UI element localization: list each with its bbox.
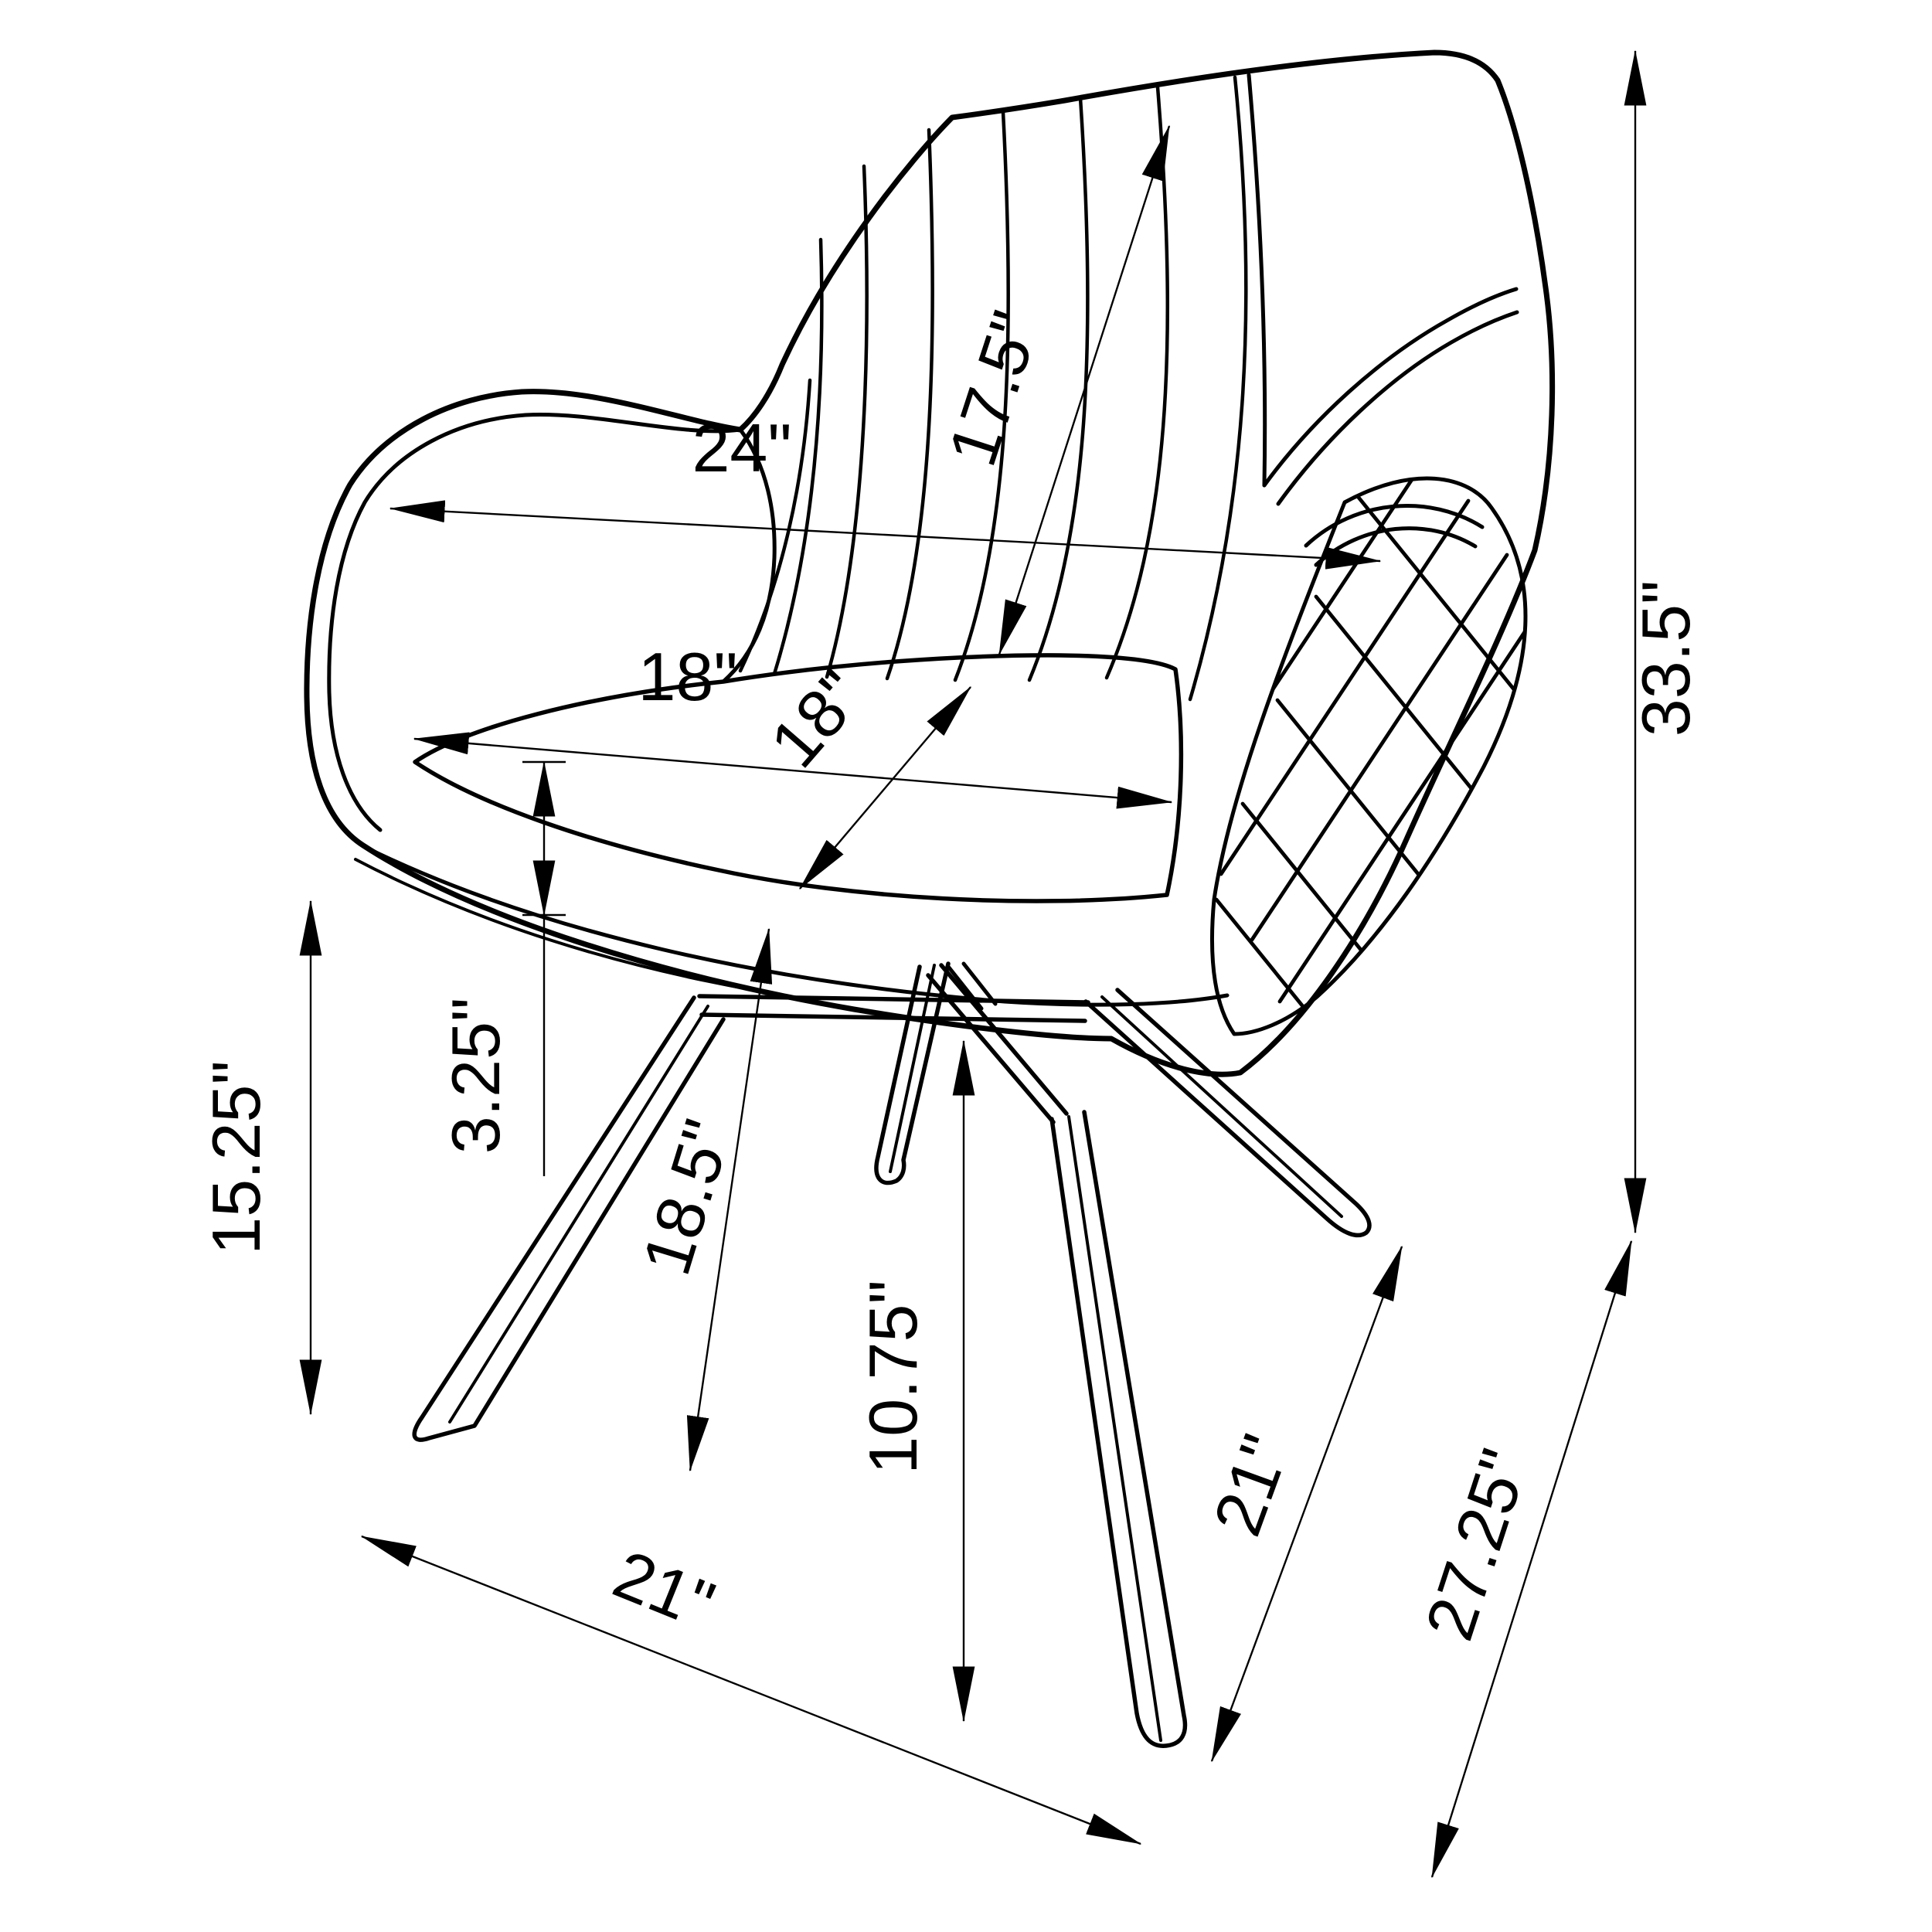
dim-base-depth-label: 21" xyxy=(1198,1424,1304,1546)
dim-base-width-label: 21" xyxy=(604,1535,725,1644)
dim-overall-depth-label: 27.25" xyxy=(1410,1440,1543,1649)
dim-back-width-label: 24" xyxy=(692,410,792,486)
dim-seat-width-label: 18" xyxy=(638,638,738,715)
dim-seat-height-label: 15.25" xyxy=(198,1060,274,1255)
dim-base-height-label: 10.75" xyxy=(855,1280,931,1475)
dim-cushion-thickness-label: 3.25" xyxy=(437,997,514,1155)
dim-overall-height-label: 33.5" xyxy=(1628,580,1704,737)
dim-back-height-label: 17.5" xyxy=(933,301,1055,475)
dim-seat-diagonal-label: 18.5" xyxy=(627,1111,747,1284)
dim-seat-depth-label: 18" xyxy=(755,655,879,782)
